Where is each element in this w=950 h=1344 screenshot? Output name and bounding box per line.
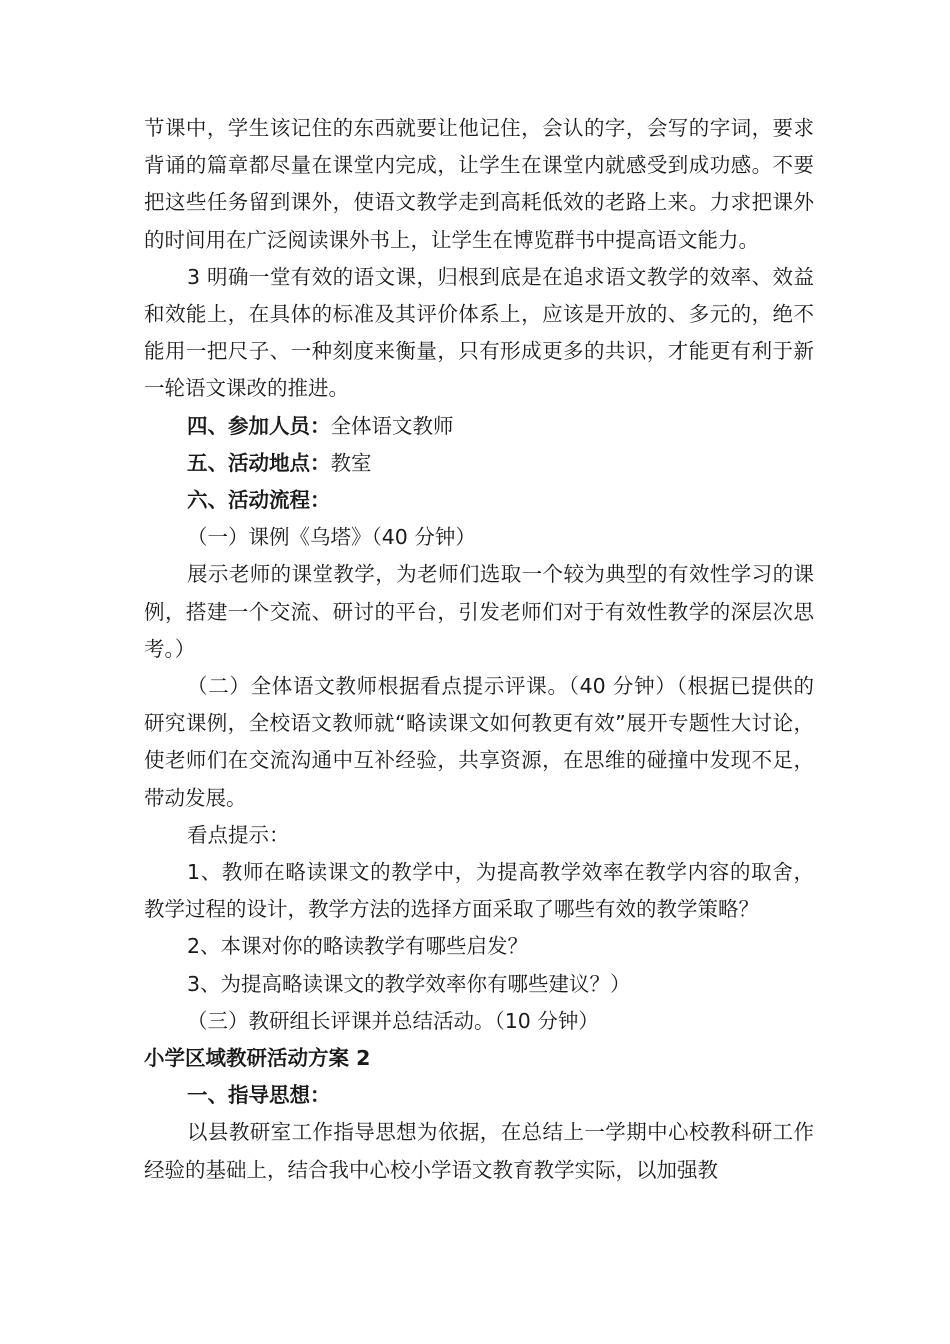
location-line [144, 445, 814, 482]
process-label: 六、活动流程： [187, 488, 331, 513]
step-1-title: （一）课例《乌塔》（40 分钟） [187, 525, 476, 550]
tip-2: 2、本课对你的略读教学有哪些启发？ [187, 934, 529, 959]
tip-3: 3、为提高略读课文的教学效率你有哪些建议？） [187, 971, 631, 996]
guiding-thought-paragraph: 以县教研室工作指导思想为依据，在总结上一学期中心校教科研工作经验的基础上，结合我中心校小学语文教育教学实际，以加强教 [144, 1120, 814, 1182]
step-1-description: 展示老师的课堂教学，为老师们选取一个较为典型的有效性学习的课例，搭建一个交流、研讨的平台，引发老师们对于有效性教学的深层次思考。） [144, 562, 814, 661]
step-3-title: （三）教研组长评课并总结活动。（10 分钟） [187, 1008, 599, 1033]
paragraph-2: 3 明确一堂有效的语文课，归根到底是在追求语文教学的效率、效益和效能上，在具体的标准及其评价体系上，应该是开放的、多元的，绝不能用一把尺子、一种刻度来衡量，只有形成更多的共识，才能更有利于新一轮语文课改的推进。 [144, 264, 814, 401]
location-label: 五、活动地点： [187, 450, 331, 475]
section-title: 小学区域教研活动方案 2 [144, 1046, 371, 1071]
guiding-thought-heading: 一、指导思想： [187, 1083, 331, 1108]
participants-label: 四、参加人员： [187, 413, 331, 438]
process-line [144, 482, 814, 519]
document-body [144, 110, 814, 1189]
tips-heading: 看点提示： [187, 822, 290, 847]
step-2-description: （二）全体语文教师根据看点提示评课。（40 分钟）（根据已提供的研究课例，全校语文教师就“略读课文如何教更有效”展开专题性大讨论，使老师们在交流沟通中互补经验，共享资源，在思维的碰撞中发现不足，带动发展。 [144, 674, 814, 810]
paragraph-1: 节课中，学生该记住的东西就要让他记住，会认的字，会写的字词，要求背诵的篇章都尽量在课堂内完成，让学生在课堂内就感受到成功感。不要把这些任务留到课外，使语文教学走到高耗低效的老路上来。力求把课外的时间用在广泛阅读课外书上，让学生在博览群书中提高语文能力。 [144, 116, 814, 252]
participants-line [144, 408, 814, 445]
tip-1: 1、教师在略读课文的教学中，为提高教学效率在教学内容的取舍，教学过程的设计，教学方法的选择方面采取了哪些有效的教学策略？ [144, 860, 814, 922]
location-value: 教室 [330, 450, 372, 475]
participants-value: 全体语文教师 [330, 413, 454, 438]
